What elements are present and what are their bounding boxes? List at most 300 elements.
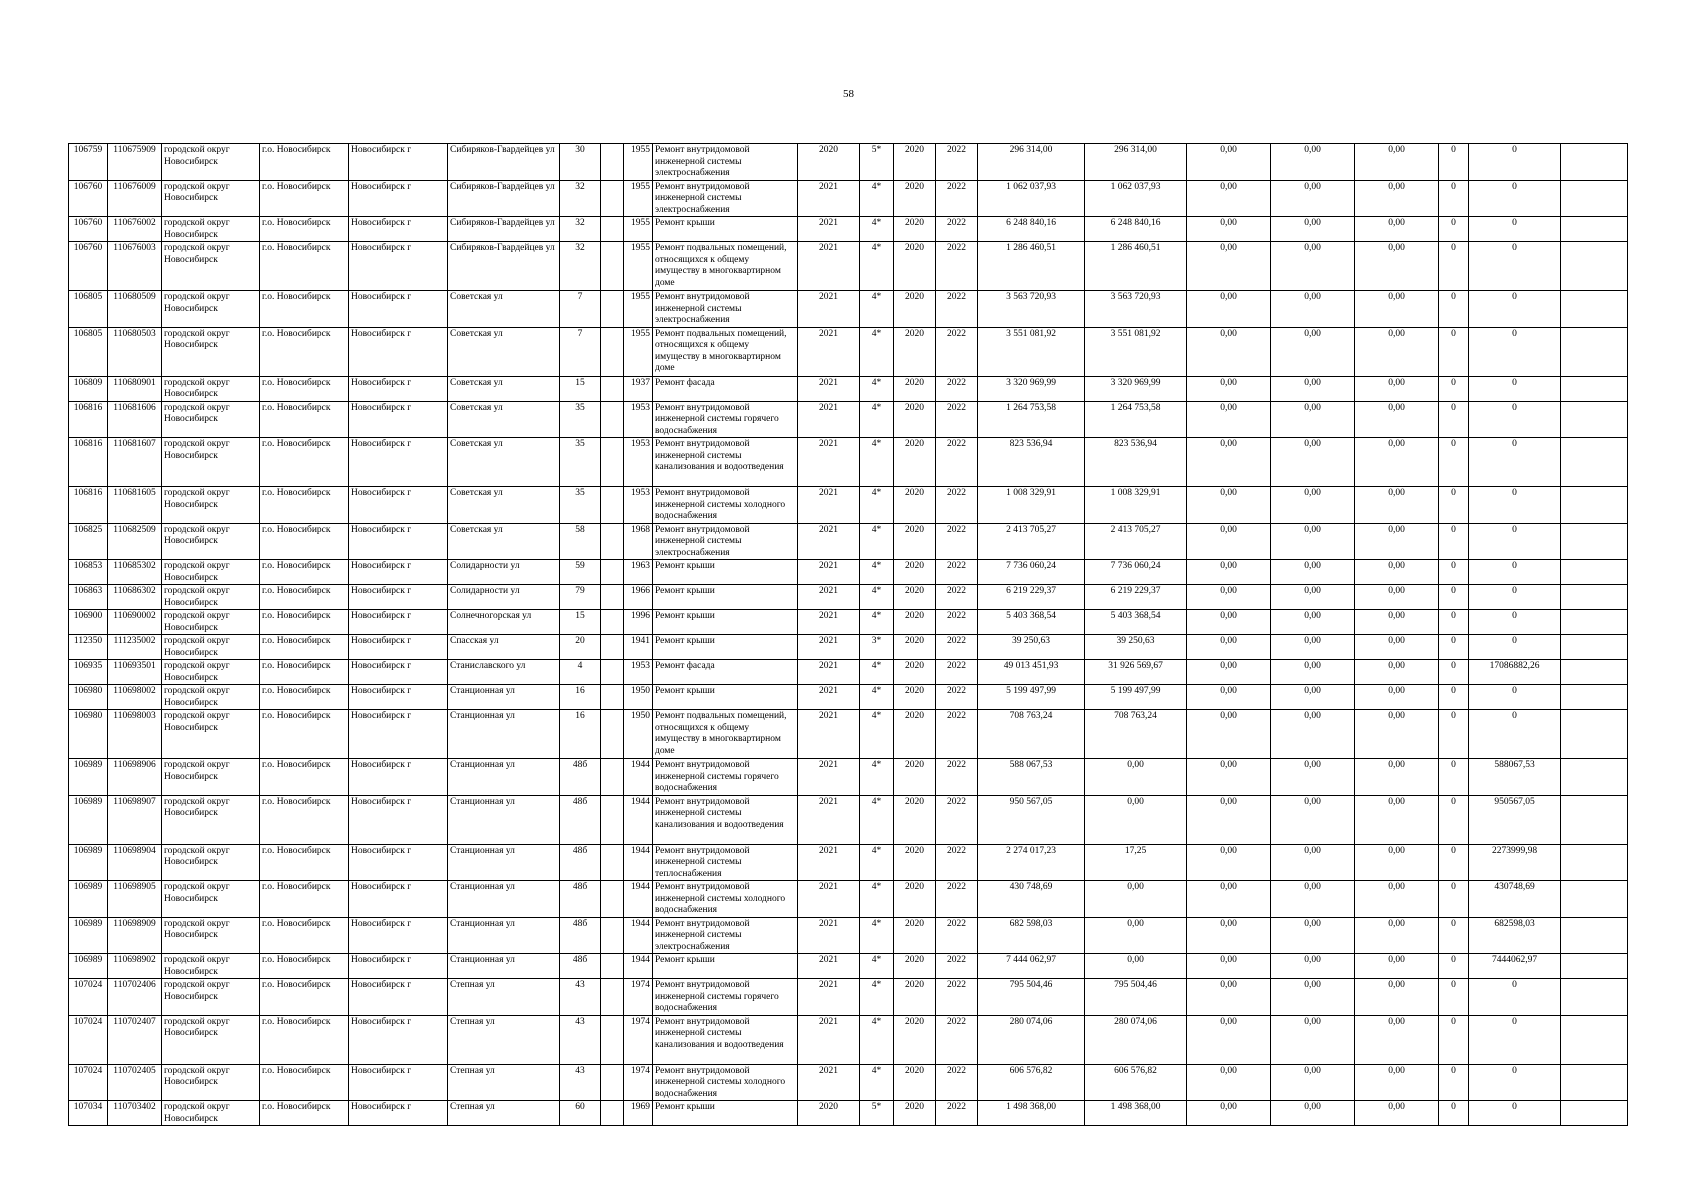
cell-period-start: 2020	[894, 795, 936, 844]
cell-budget-regional: 0,00	[1271, 376, 1355, 401]
cell-budget-federal: 0,00	[1187, 560, 1271, 585]
cell-budget-federal: 0,00	[1187, 954, 1271, 979]
cell-settlement: Новосибирск г	[349, 685, 448, 710]
cell-budget-local: 0,00	[1355, 844, 1439, 881]
cell-municipal-district: г.о. Новосибирск	[260, 585, 349, 610]
cell-period-start: 2020	[894, 180, 936, 217]
cell-budget-regional: 0,00	[1271, 401, 1355, 438]
cell-budget-regional: 0,00	[1271, 1101, 1355, 1126]
cell-work-id: 110680901	[108, 376, 162, 401]
cell-work-type: Ремонт внутридомовой инженерной системы горячего водоснабжения	[653, 401, 798, 438]
cell-budget-federal: 0,00	[1187, 144, 1271, 181]
cell-work-type: Ремонт внутридомовой инженерной системы электроснабжения	[653, 144, 798, 181]
cell-house-id: 106980	[69, 685, 108, 710]
cell-budget-local: 0,00	[1355, 327, 1439, 376]
cell-period-end: 2022	[936, 795, 978, 844]
cell-work-id: 110676003	[108, 242, 162, 291]
cell-planned-year: 2021	[798, 917, 860, 954]
cell-fund-cost: 5 403 368,54	[1085, 610, 1187, 635]
cell-municipality: городской округ Новосибирск	[162, 585, 260, 610]
cell-municipality: городской округ Новосибирск	[162, 610, 260, 635]
cell-work-id: 110698002	[108, 685, 162, 710]
cell-period-start: 2020	[894, 685, 936, 710]
cell-budget-regional: 0,00	[1271, 438, 1355, 487]
cell-priority: 4*	[860, 979, 894, 1016]
cell-construction-year: 1941	[624, 635, 653, 660]
cell-priority: 5*	[860, 144, 894, 181]
table-row	[69, 144, 1628, 181]
cell-municipal-district: г.о. Новосибирск	[260, 710, 349, 759]
cell-priority: 4*	[860, 242, 894, 291]
cell-total-cost: 2 274 017,23	[978, 844, 1085, 881]
cell-settlement: Новосибирск г	[349, 759, 448, 796]
cell-other-sources: 0	[1469, 610, 1561, 635]
cell-period-start: 2020	[894, 759, 936, 796]
cell-fund-cost: 1 264 753,58	[1085, 401, 1187, 438]
cell-budget-local: 0,00	[1355, 759, 1439, 796]
cell-municipality: городской округ Новосибирск	[162, 685, 260, 710]
cell-settlement: Новосибирск г	[349, 217, 448, 242]
cell-budget-regional: 0,00	[1271, 560, 1355, 585]
cell-house-id: 107034	[69, 1101, 108, 1126]
cell-total-cost: 682 598,03	[978, 917, 1085, 954]
cell-total-cost: 1 498 368,00	[978, 1101, 1085, 1126]
cell-planned-year: 2021	[798, 438, 860, 487]
cell-fund-cost: 296 314,00	[1085, 144, 1187, 181]
cell-fund-cost: 1 286 460,51	[1085, 242, 1187, 291]
cell-period-start: 2020	[894, 881, 936, 918]
cell-construction-year: 1953	[624, 660, 653, 685]
table-row	[69, 242, 1628, 291]
cell-period-end: 2022	[936, 1064, 978, 1101]
cell-work-type: Ремонт крыши	[653, 217, 798, 242]
cell-house-id: 106760	[69, 180, 108, 217]
cell-budget-regional: 0,00	[1271, 635, 1355, 660]
cell-construction-year: 1955	[624, 327, 653, 376]
cell-planned-year: 2021	[798, 291, 860, 328]
cell-house-number: 7	[560, 291, 601, 328]
cell-budget-federal: 0,00	[1187, 795, 1271, 844]
cell-budget-regional: 0,00	[1271, 217, 1355, 242]
cell-owners-share: 0	[1439, 685, 1469, 710]
cell-budget-local: 0,00	[1355, 1064, 1439, 1101]
cell-fund-cost: 6 248 840,16	[1085, 217, 1187, 242]
cell-note	[1561, 487, 1628, 524]
cell-note	[1561, 217, 1628, 242]
cell-note	[1561, 523, 1628, 560]
cell-work-id: 110690002	[108, 610, 162, 635]
table-row	[69, 954, 1628, 979]
table-row	[69, 844, 1628, 881]
cell-work-id: 110686302	[108, 585, 162, 610]
cell-owners-share: 0	[1439, 844, 1469, 881]
cell-period-start: 2020	[894, 710, 936, 759]
cell-work-id: 111235002	[108, 635, 162, 660]
cell-total-cost: 1 062 037,93	[978, 180, 1085, 217]
cell-priority: 4*	[860, 291, 894, 328]
cell-budget-local: 0,00	[1355, 217, 1439, 242]
cell-note	[1561, 327, 1628, 376]
cell-construction-year: 1955	[624, 180, 653, 217]
cell-house-id: 106853	[69, 560, 108, 585]
cell-note	[1561, 795, 1628, 844]
cell-budget-local: 0,00	[1355, 560, 1439, 585]
cell-planned-year: 2021	[798, 954, 860, 979]
cell-fund-cost: 3 320 969,99	[1085, 376, 1187, 401]
cell-other-sources: 2273999,98	[1469, 844, 1561, 881]
cell-other-sources: 0	[1469, 710, 1561, 759]
cell-work-id: 110680503	[108, 327, 162, 376]
cell-owners-share: 0	[1439, 954, 1469, 979]
cell-construction-year: 1944	[624, 795, 653, 844]
table-row	[69, 710, 1628, 759]
cell-budget-regional: 0,00	[1271, 917, 1355, 954]
cell-building	[601, 376, 624, 401]
cell-priority: 4*	[860, 660, 894, 685]
cell-period-start: 2020	[894, 438, 936, 487]
cell-construction-year: 1974	[624, 1064, 653, 1101]
cell-note	[1561, 401, 1628, 438]
cell-municipal-district: г.о. Новосибирск	[260, 979, 349, 1016]
cell-municipality: городской округ Новосибирск	[162, 881, 260, 918]
cell-other-sources: 430748,69	[1469, 881, 1561, 918]
cell-municipal-district: г.о. Новосибирск	[260, 523, 349, 560]
cell-other-sources: 0	[1469, 242, 1561, 291]
cell-total-cost: 823 536,94	[978, 438, 1085, 487]
cell-house-id: 106759	[69, 144, 108, 181]
cell-total-cost: 3 551 081,92	[978, 327, 1085, 376]
cell-fund-cost: 17,25	[1085, 844, 1187, 881]
cell-other-sources: 0	[1469, 1015, 1561, 1064]
cell-building	[601, 844, 624, 881]
cell-period-start: 2020	[894, 635, 936, 660]
cell-fund-cost: 823 536,94	[1085, 438, 1187, 487]
cell-street: Станиславского ул	[448, 660, 560, 685]
cell-priority: 4*	[860, 610, 894, 635]
cell-other-sources: 0	[1469, 401, 1561, 438]
cell-planned-year: 2021	[798, 523, 860, 560]
cell-house-number: 48б	[560, 795, 601, 844]
cell-fund-cost: 0,00	[1085, 881, 1187, 918]
cell-settlement: Новосибирск г	[349, 327, 448, 376]
cell-fund-cost: 795 504,46	[1085, 979, 1187, 1016]
cell-construction-year: 1953	[624, 401, 653, 438]
cell-budget-regional: 0,00	[1271, 954, 1355, 979]
cell-period-start: 2020	[894, 1064, 936, 1101]
cell-note	[1561, 635, 1628, 660]
cell-street: Сибиряков-Гвардейцев ул	[448, 242, 560, 291]
cell-settlement: Новосибирск г	[349, 438, 448, 487]
cell-note	[1561, 844, 1628, 881]
cell-work-id: 110698902	[108, 954, 162, 979]
cell-fund-cost: 3 551 081,92	[1085, 327, 1187, 376]
cell-municipality: городской округ Новосибирск	[162, 917, 260, 954]
cell-period-end: 2022	[936, 291, 978, 328]
cell-note	[1561, 710, 1628, 759]
cell-building	[601, 144, 624, 181]
cell-settlement: Новосибирск г	[349, 844, 448, 881]
cell-work-type: Ремонт крыши	[653, 1101, 798, 1126]
cell-period-end: 2022	[936, 759, 978, 796]
cell-construction-year: 1996	[624, 610, 653, 635]
cell-budget-regional: 0,00	[1271, 585, 1355, 610]
cell-budget-regional: 0,00	[1271, 685, 1355, 710]
cell-house-number: 58	[560, 523, 601, 560]
cell-budget-local: 0,00	[1355, 1101, 1439, 1126]
cell-building	[601, 979, 624, 1016]
cell-work-type: Ремонт внутридомовой инженерной системы теплоснабжения	[653, 844, 798, 881]
cell-other-sources: 0	[1469, 217, 1561, 242]
cell-work-type: Ремонт крыши	[653, 685, 798, 710]
cell-construction-year: 1955	[624, 242, 653, 291]
cell-construction-year: 1969	[624, 1101, 653, 1126]
cell-priority: 4*	[860, 585, 894, 610]
cell-work-id: 110676002	[108, 217, 162, 242]
cell-budget-regional: 0,00	[1271, 1015, 1355, 1064]
cell-municipality: городской округ Новосибирск	[162, 1015, 260, 1064]
cell-fund-cost: 708 763,24	[1085, 710, 1187, 759]
cell-note	[1561, 1015, 1628, 1064]
table-row	[69, 560, 1628, 585]
cell-settlement: Новосибирск г	[349, 795, 448, 844]
cell-period-start: 2020	[894, 954, 936, 979]
table-row	[69, 180, 1628, 217]
cell-municipal-district: г.о. Новосибирск	[260, 1064, 349, 1101]
cell-planned-year: 2021	[798, 487, 860, 524]
cell-street: Степная ул	[448, 979, 560, 1016]
cell-municipal-district: г.о. Новосибирск	[260, 881, 349, 918]
cell-planned-year: 2021	[798, 759, 860, 796]
cell-house-number: 79	[560, 585, 601, 610]
cell-house-id: 106935	[69, 660, 108, 685]
cell-total-cost: 430 748,69	[978, 881, 1085, 918]
table-row	[69, 917, 1628, 954]
cell-budget-local: 0,00	[1355, 710, 1439, 759]
cell-municipality: городской округ Новосибирск	[162, 487, 260, 524]
cell-municipality: городской округ Новосибирск	[162, 144, 260, 181]
cell-total-cost: 2 413 705,27	[978, 523, 1085, 560]
cell-street: Станционная ул	[448, 917, 560, 954]
cell-work-type: Ремонт внутридомовой инженерной системы горячего водоснабжения	[653, 759, 798, 796]
cell-building	[601, 759, 624, 796]
cell-budget-federal: 0,00	[1187, 710, 1271, 759]
cell-period-start: 2020	[894, 979, 936, 1016]
repair-program-table-wrap	[68, 143, 1628, 1126]
cell-house-number: 4	[560, 660, 601, 685]
cell-work-type: Ремонт внутридомовой инженерной системы горячего водоснабжения	[653, 979, 798, 1016]
cell-street: Степная ул	[448, 1101, 560, 1126]
cell-note	[1561, 1101, 1628, 1126]
cell-work-id: 110681606	[108, 401, 162, 438]
cell-budget-regional: 0,00	[1271, 180, 1355, 217]
cell-period-end: 2022	[936, 710, 978, 759]
cell-work-id: 110685302	[108, 560, 162, 585]
cell-house-id: 107024	[69, 1064, 108, 1101]
repair-program-table	[68, 143, 1628, 1126]
cell-fund-cost: 1 498 368,00	[1085, 1101, 1187, 1126]
cell-period-start: 2020	[894, 327, 936, 376]
cell-period-end: 2022	[936, 844, 978, 881]
cell-fund-cost: 280 074,06	[1085, 1015, 1187, 1064]
cell-budget-local: 0,00	[1355, 401, 1439, 438]
cell-note	[1561, 180, 1628, 217]
cell-building	[601, 917, 624, 954]
cell-house-id: 106863	[69, 585, 108, 610]
cell-note	[1561, 585, 1628, 610]
cell-fund-cost: 0,00	[1085, 917, 1187, 954]
cell-budget-local: 0,00	[1355, 585, 1439, 610]
cell-house-number: 43	[560, 1015, 601, 1064]
cell-fund-cost: 7 736 060,24	[1085, 560, 1187, 585]
cell-street: Солидарности ул	[448, 585, 560, 610]
cell-owners-share: 0	[1439, 660, 1469, 685]
cell-municipal-district: г.о. Новосибирск	[260, 759, 349, 796]
cell-budget-federal: 0,00	[1187, 180, 1271, 217]
cell-budget-local: 0,00	[1355, 685, 1439, 710]
cell-building	[601, 291, 624, 328]
cell-building	[601, 327, 624, 376]
cell-planned-year: 2021	[798, 585, 860, 610]
cell-budget-federal: 0,00	[1187, 1015, 1271, 1064]
cell-municipality: городской округ Новосибирск	[162, 401, 260, 438]
cell-municipal-district: г.о. Новосибирск	[260, 401, 349, 438]
cell-work-id: 110702405	[108, 1064, 162, 1101]
cell-planned-year: 2021	[798, 1064, 860, 1101]
cell-work-type: Ремонт фасада	[653, 660, 798, 685]
cell-house-id: 106760	[69, 217, 108, 242]
cell-building	[601, 242, 624, 291]
cell-work-id: 110703402	[108, 1101, 162, 1126]
cell-work-id: 110698003	[108, 710, 162, 759]
cell-period-end: 2022	[936, 376, 978, 401]
table-row	[69, 759, 1628, 796]
cell-street: Советская ул	[448, 327, 560, 376]
cell-other-sources: 0	[1469, 376, 1561, 401]
cell-other-sources: 0	[1469, 585, 1561, 610]
cell-municipal-district: г.о. Новосибирск	[260, 291, 349, 328]
cell-fund-cost: 2 413 705,27	[1085, 523, 1187, 560]
cell-budget-local: 0,00	[1355, 1015, 1439, 1064]
cell-period-end: 2022	[936, 523, 978, 560]
cell-period-start: 2020	[894, 660, 936, 685]
cell-period-end: 2022	[936, 635, 978, 660]
cell-total-cost: 795 504,46	[978, 979, 1085, 1016]
cell-priority: 4*	[860, 438, 894, 487]
cell-budget-local: 0,00	[1355, 660, 1439, 685]
cell-other-sources: 588067,53	[1469, 759, 1561, 796]
cell-street: Солидарности ул	[448, 560, 560, 585]
cell-work-type: Ремонт крыши	[653, 610, 798, 635]
cell-street: Советская ул	[448, 291, 560, 328]
cell-budget-local: 0,00	[1355, 144, 1439, 181]
cell-owners-share: 0	[1439, 291, 1469, 328]
cell-work-type: Ремонт внутридомовой инженерной системы холодного водоснабжения	[653, 487, 798, 524]
cell-work-type: Ремонт крыши	[653, 635, 798, 660]
cell-street: Станционная ул	[448, 881, 560, 918]
cell-house-number: 48б	[560, 917, 601, 954]
cell-note	[1561, 376, 1628, 401]
cell-house-number: 48б	[560, 954, 601, 979]
cell-construction-year: 1966	[624, 585, 653, 610]
cell-work-type: Ремонт внутридомовой инженерной системы холодного водоснабжения	[653, 881, 798, 918]
cell-construction-year: 1955	[624, 217, 653, 242]
cell-municipality: городской округ Новосибирск	[162, 1101, 260, 1126]
cell-planned-year: 2021	[798, 242, 860, 291]
cell-settlement: Новосибирск г	[349, 710, 448, 759]
cell-fund-cost: 0,00	[1085, 795, 1187, 844]
cell-total-cost: 1 264 753,58	[978, 401, 1085, 438]
cell-period-start: 2020	[894, 917, 936, 954]
cell-house-number: 35	[560, 401, 601, 438]
cell-settlement: Новосибирск г	[349, 376, 448, 401]
cell-budget-federal: 0,00	[1187, 487, 1271, 524]
cell-budget-regional: 0,00	[1271, 979, 1355, 1016]
cell-work-id: 110681605	[108, 487, 162, 524]
cell-building	[601, 881, 624, 918]
cell-period-start: 2020	[894, 487, 936, 524]
cell-house-number: 15	[560, 376, 601, 401]
cell-house-id: 107024	[69, 979, 108, 1016]
cell-settlement: Новосибирск г	[349, 585, 448, 610]
cell-settlement: Новосибирск г	[349, 610, 448, 635]
cell-house-id: 106760	[69, 242, 108, 291]
cell-building	[601, 1064, 624, 1101]
cell-planned-year: 2021	[798, 1015, 860, 1064]
cell-building	[601, 1015, 624, 1064]
cell-budget-regional: 0,00	[1271, 242, 1355, 291]
page-number: 58	[843, 88, 854, 100]
cell-owners-share: 0	[1439, 585, 1469, 610]
cell-period-end: 2022	[936, 560, 978, 585]
cell-building	[601, 401, 624, 438]
cell-street: Станционная ул	[448, 795, 560, 844]
cell-planned-year: 2021	[798, 795, 860, 844]
cell-house-number: 16	[560, 685, 601, 710]
table-row	[69, 585, 1628, 610]
cell-settlement: Новосибирск г	[349, 401, 448, 438]
table-body	[69, 144, 1628, 1126]
cell-fund-cost: 1 008 329,91	[1085, 487, 1187, 524]
cell-house-number: 35	[560, 487, 601, 524]
cell-settlement: Новосибирск г	[349, 560, 448, 585]
cell-work-type: Ремонт внутридомовой инженерной системы холодного водоснабжения	[653, 1064, 798, 1101]
cell-total-cost: 39 250,63	[978, 635, 1085, 660]
cell-municipality: городской округ Новосибирск	[162, 844, 260, 881]
cell-other-sources: 0	[1469, 291, 1561, 328]
cell-note	[1561, 917, 1628, 954]
cell-fund-cost: 39 250,63	[1085, 635, 1187, 660]
cell-total-cost: 606 576,82	[978, 1064, 1085, 1101]
cell-owners-share: 0	[1439, 610, 1469, 635]
cell-total-cost: 7 444 062,97	[978, 954, 1085, 979]
cell-municipality: городской округ Новосибирск	[162, 217, 260, 242]
cell-period-start: 2020	[894, 376, 936, 401]
cell-street: Степная ул	[448, 1015, 560, 1064]
cell-municipal-district: г.о. Новосибирск	[260, 438, 349, 487]
cell-work-id: 110675909	[108, 144, 162, 181]
cell-house-id: 106989	[69, 795, 108, 844]
cell-municipal-district: г.о. Новосибирск	[260, 1015, 349, 1064]
cell-municipal-district: г.о. Новосибирск	[260, 954, 349, 979]
cell-house-id: 106989	[69, 844, 108, 881]
cell-work-type: Ремонт подвальных помещений, относящихся к общему имуществу в многоквартирном доме	[653, 710, 798, 759]
cell-total-cost: 5 403 368,54	[978, 610, 1085, 635]
cell-other-sources: 0	[1469, 144, 1561, 181]
cell-total-cost: 708 763,24	[978, 710, 1085, 759]
cell-owners-share: 0	[1439, 144, 1469, 181]
cell-street: Советская ул	[448, 438, 560, 487]
cell-budget-local: 0,00	[1355, 954, 1439, 979]
